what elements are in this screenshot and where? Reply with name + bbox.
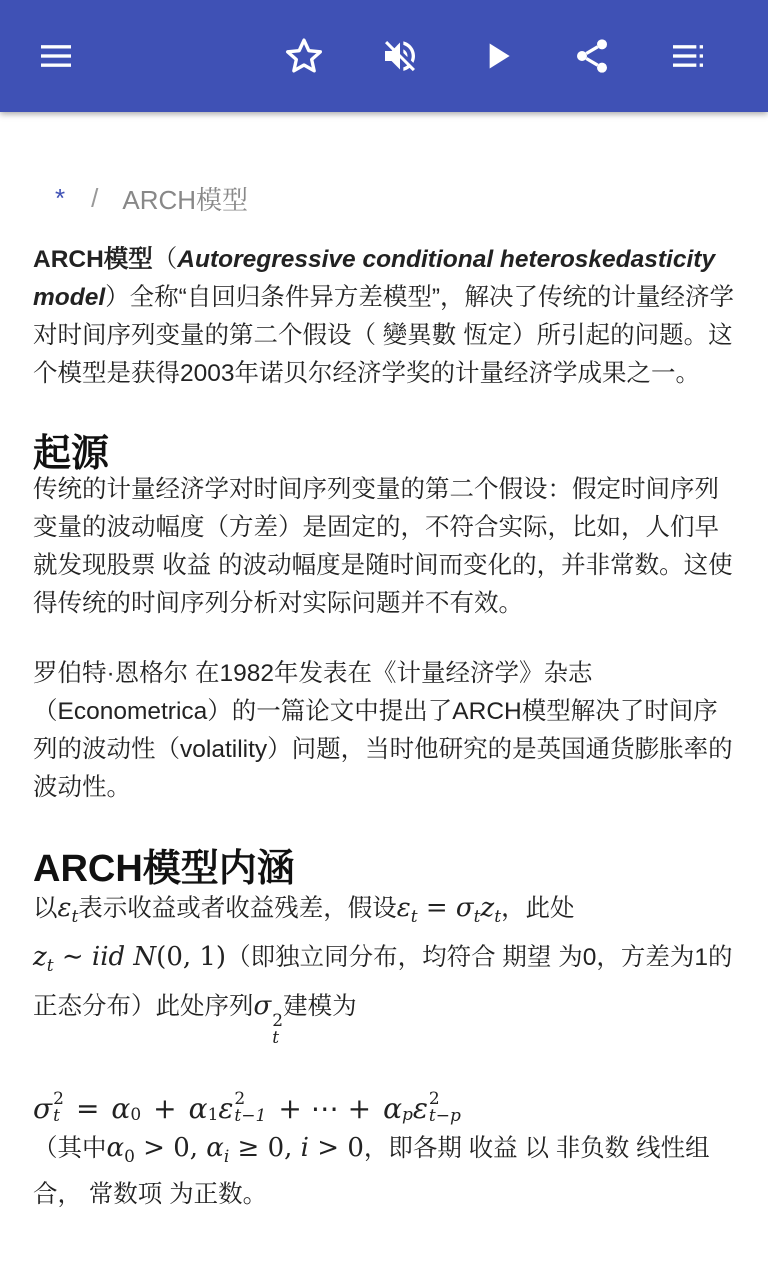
math-z-iid: $z_t$ ∼ iid N(0, 1) [33, 942, 227, 976]
meaning-text-7: ，即各期 收益 以 非负数 线性组合， 常数项 为正数。 [33, 1135, 710, 1208]
article-content [33, 112, 738, 1214]
condition-paragraph [33, 1129, 738, 1214]
share-button[interactable] [564, 28, 620, 84]
breadcrumb [55, 178, 738, 218]
meaning-text-2: 表示收益或者收益残差，假设 [78, 895, 397, 922]
arch-formula: σ 2 t = α 0 + α 1 ε 2 t−1 + ⋯ + α p ε 2 t−p [33, 1089, 461, 1126]
play-icon [478, 36, 518, 76]
meaning-text-3: ，此处 [501, 895, 575, 922]
menu-icon [36, 36, 76, 76]
breadcrumb-home-link[interactable]: * [55, 182, 66, 213]
mute-button[interactable] [372, 28, 428, 84]
intro-term: ARCH模型 [33, 246, 153, 273]
contents-button[interactable] [660, 28, 716, 84]
favorite-button[interactable] [276, 28, 332, 84]
share-icon [572, 36, 612, 76]
math-epsilon-t: $\varepsilon_t$ [57, 893, 79, 927]
origin-paragraph-1: 传统的计量经济学对时间序列变量的第二个假设：假定时间序列变量的波动幅度（方差）是固定的，不符合实际，比如，人们早就发现股票 收益 的波动幅度是随时间而变化的，并非常数。这使得传统的时间序列分析对实际问题并不有效。 [33, 476, 733, 617]
play-button[interactable] [470, 28, 526, 84]
star-outline-icon [284, 36, 324, 76]
intro-english-name: Autoregressive conditional heteroskedasticity model [33, 246, 716, 311]
meaning-text-1: 以 [33, 895, 58, 922]
breadcrumb-separator: / [91, 182, 99, 213]
meaning-paragraph [33, 888, 738, 1047]
list-icon [668, 36, 708, 76]
heading-origin: 起源 [33, 433, 110, 475]
meaning-text-5: 建模为 [283, 993, 357, 1020]
breadcrumb-current: ARCH模型 [122, 184, 249, 215]
origin-paragraph-2: 罗伯特·恩格尔 在1982年发表在《计量经济学》杂志（Econometrica）的一篇论文中提出了ARCH模型解决了时间序列的波动性（volatility）问题，当时他研究的是英国通货膨胀率的波动性。 [33, 660, 733, 801]
intro-paragraph [33, 241, 738, 393]
meaning-text-6: （其中 [33, 1135, 107, 1162]
math-sigma-sq: σ 2 t [253, 991, 284, 1048]
math-epsilon-def: $\varepsilon_t = \sigma_tz_t$ [396, 893, 502, 927]
volume-off-icon [380, 36, 420, 76]
meaning-text-4: （即独立同分布，均符合 期望 为0，方差为1的正态分布）此处序列 [33, 944, 733, 1020]
intro-open-paren: （ [152, 246, 178, 273]
math-alpha-condition: $\alpha_0 > 0$, $\alpha_i \ge 0$, i > 0 [106, 1133, 364, 1167]
heading-arch-meaning: ARCH模型内涵 [33, 848, 295, 890]
app-toolbar [0, 0, 768, 112]
intro-text: ）全称“自回归条件异方差模型”，解决了传统的计量经济学对时间序列变量的第二个假设（ 變異數 恆定）所引起的问题。这个模型是获得2003年诺贝尔经济学奖的计量经济学成果之一。 [33, 284, 734, 387]
menu-button[interactable] [28, 28, 84, 84]
